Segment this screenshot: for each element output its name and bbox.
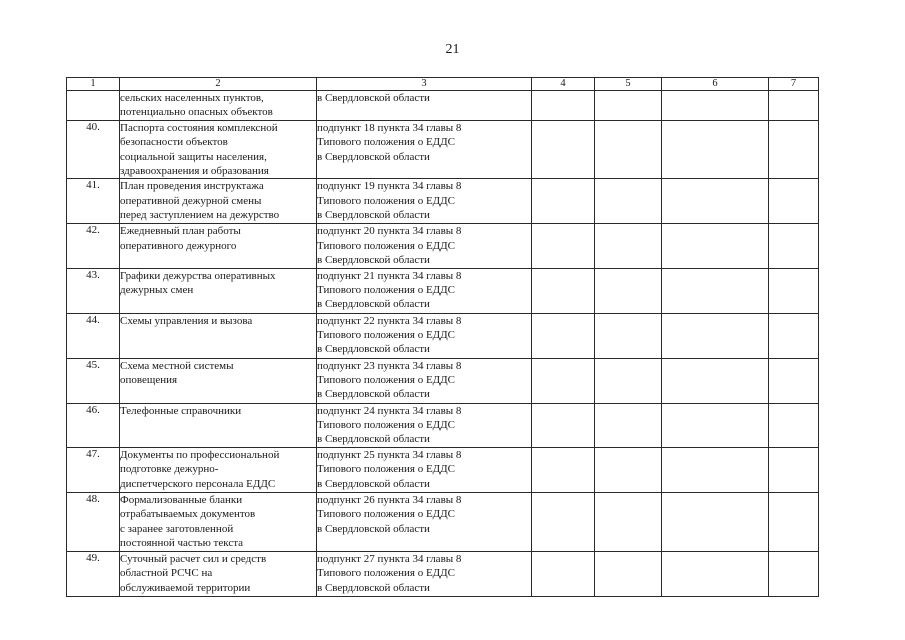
row-number: 47.	[67, 447, 120, 492]
legal-basis: подпункт 24 пункта 34 главы 8 Типового положения о ЕДДС в Свердловской области	[317, 403, 532, 447]
empty-cell	[532, 358, 595, 403]
empty-cell	[662, 358, 769, 403]
empty-cell	[532, 224, 595, 268]
empty-cell	[769, 551, 819, 596]
column-header-4: 4	[532, 78, 595, 91]
table-row	[67, 447, 819, 492]
empty-cell	[662, 120, 769, 179]
empty-cell	[769, 179, 819, 224]
empty-cell	[595, 492, 662, 551]
legal-basis: подпункт 23 пункта 34 главы 8 Типового положения о ЕДДС в Свердловской области	[317, 358, 532, 403]
empty-cell	[769, 313, 819, 358]
legal-basis: подпункт 26 пункта 34 главы 8 Типового положения о ЕДДС в Свердловской области	[317, 492, 532, 551]
row-number: 40.	[67, 120, 120, 179]
empty-cell	[662, 91, 769, 121]
empty-cell	[769, 91, 819, 121]
empty-cell	[662, 551, 769, 596]
empty-cell	[769, 403, 819, 447]
document-name: Схема местной системы оповещения	[120, 358, 317, 403]
empty-cell	[595, 91, 662, 121]
table-row	[67, 313, 819, 358]
legal-basis: подпункт 18 пункта 34 главы 8 Типового положения о ЕДДС в Свердловской области	[317, 120, 532, 179]
document-name: Схемы управления и вызова	[120, 313, 317, 358]
empty-cell	[595, 403, 662, 447]
legal-basis: подпункт 25 пункта 34 главы 8 Типового положения о ЕДДС в Свердловской области	[317, 447, 532, 492]
row-number: 45.	[67, 358, 120, 403]
empty-cell	[595, 358, 662, 403]
empty-cell	[532, 179, 595, 224]
empty-cell	[595, 313, 662, 358]
empty-cell	[662, 492, 769, 551]
document-name: Документы по профессиональной подготовке дежурно- диспетчерского персонала ЕДДС	[120, 447, 317, 492]
column-header-6: 6	[662, 78, 769, 91]
empty-cell	[662, 313, 769, 358]
row-number: 49.	[67, 551, 120, 596]
table-row	[67, 551, 819, 596]
empty-cell	[532, 551, 595, 596]
legal-basis: в Свердловской области	[317, 91, 532, 121]
empty-cell	[532, 447, 595, 492]
empty-cell	[595, 447, 662, 492]
column-header-2: 2	[120, 78, 317, 91]
table-row	[67, 91, 819, 121]
row-number	[67, 91, 120, 121]
empty-cell	[769, 224, 819, 268]
table-row	[67, 179, 819, 224]
column-header-3: 3	[317, 78, 532, 91]
document-table	[66, 77, 819, 597]
empty-cell	[769, 358, 819, 403]
empty-cell	[769, 447, 819, 492]
row-number: 46.	[67, 403, 120, 447]
column-header-1: 1	[67, 78, 120, 91]
empty-cell	[532, 91, 595, 121]
legal-basis: подпункт 19 пункта 34 главы 8 Типового положения о ЕДДС в Свердловской области	[317, 179, 532, 224]
row-number: 43.	[67, 268, 120, 313]
empty-cell	[532, 268, 595, 313]
empty-cell	[532, 403, 595, 447]
document-name: Ежедневный план работы оперативного дежурного	[120, 224, 317, 268]
document-name: Суточный расчет сил и средств областной РСЧС на обслуживаемой территории	[120, 551, 317, 596]
column-header-5: 5	[595, 78, 662, 91]
row-number: 41.	[67, 179, 120, 224]
empty-cell	[769, 120, 819, 179]
empty-cell	[595, 179, 662, 224]
column-header-7: 7	[769, 78, 819, 91]
empty-cell	[662, 403, 769, 447]
table-row	[67, 492, 819, 551]
page-number: 21	[445, 42, 460, 57]
row-number: 44.	[67, 313, 120, 358]
document-name: Графики дежурства оперативных дежурных смен	[120, 268, 317, 313]
empty-cell	[532, 120, 595, 179]
document-name: План проведения инструктажа оперативной дежурной смены перед заступлением на дежурство	[120, 179, 317, 224]
empty-cell	[532, 313, 595, 358]
empty-cell	[662, 447, 769, 492]
empty-cell	[662, 179, 769, 224]
empty-cell	[662, 224, 769, 268]
empty-cell	[595, 120, 662, 179]
table-row	[67, 268, 819, 313]
legal-basis: подпункт 22 пункта 34 главы 8 Типового положения о ЕДДС в Свердловской области	[317, 313, 532, 358]
empty-cell	[595, 268, 662, 313]
empty-cell	[595, 224, 662, 268]
empty-cell	[769, 492, 819, 551]
row-number: 42.	[67, 224, 120, 268]
legal-basis: подпункт 20 пункта 34 главы 8 Типового положения о ЕДДС в Свердловской области	[317, 224, 532, 268]
table-row	[67, 403, 819, 447]
empty-cell	[532, 492, 595, 551]
table-row	[67, 120, 819, 179]
empty-cell	[769, 268, 819, 313]
table-row	[67, 224, 819, 268]
legal-basis: подпункт 21 пункта 34 главы 8 Типового положения о ЕДДС в Свердловской области	[317, 268, 532, 313]
empty-cell	[662, 268, 769, 313]
empty-cell	[595, 551, 662, 596]
document-name: сельских населенных пунктов, потенциально опасных объектов	[120, 91, 317, 121]
row-number: 48.	[67, 492, 120, 551]
column-number-row	[67, 78, 819, 91]
document-name: Телефонные справочники	[120, 403, 317, 447]
table-row	[67, 358, 819, 403]
document-name: Паспорта состояния комплексной безопасности объектов социальной защиты населения, здравоохранения и образования	[120, 120, 317, 179]
document-name: Формализованные бланки отрабатываемых документов с заранее заготовленной постоянной частью текста	[120, 492, 317, 551]
legal-basis: подпункт 27 пункта 34 главы 8 Типового положения о ЕДДС в Свердловской области	[317, 551, 532, 596]
